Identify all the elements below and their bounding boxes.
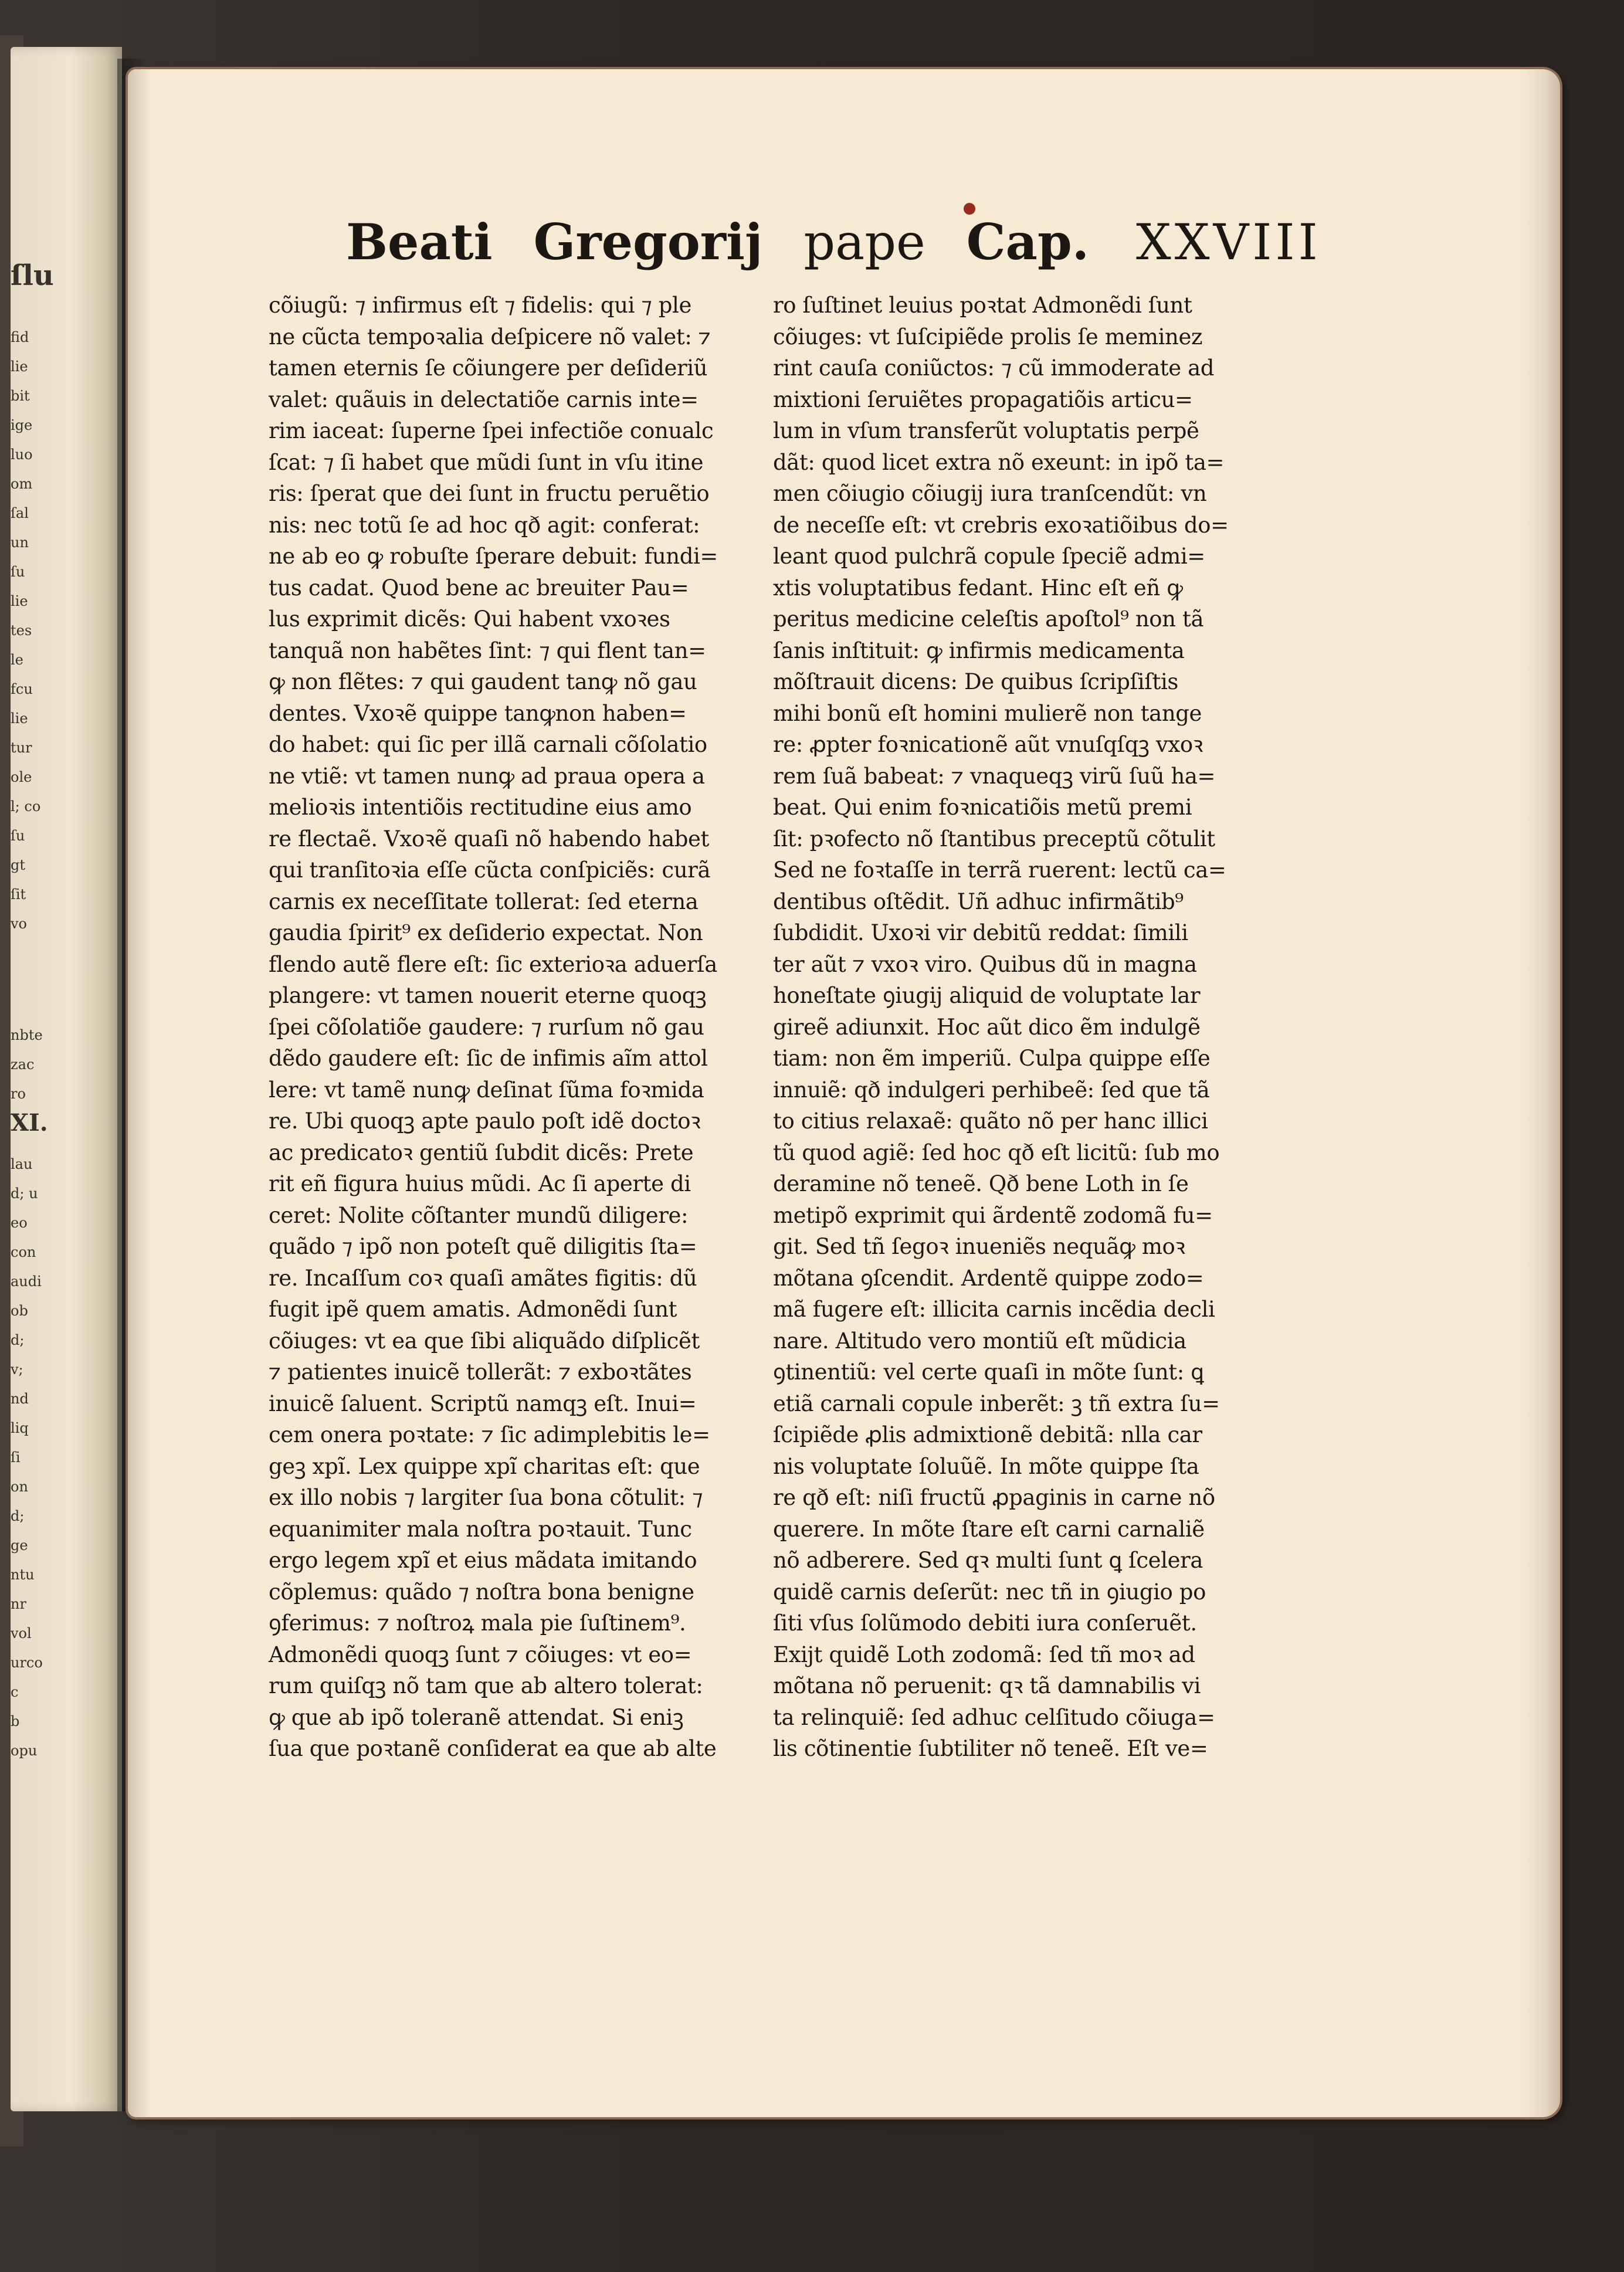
- text-line: carnis ex neceſſitate tollerat: ſed eterna: [269, 889, 699, 914]
- text-line: gaudia ſpirit⁹ ex deſiderio expectat. Non: [269, 920, 703, 945]
- text-line: geꝫ xpĩ. Lex quippe xpĩ charitas eſt: que: [269, 1453, 700, 1479]
- text-line: ſcat: ⁊ ſi habet que mũdi ſunt in vſu itine: [269, 449, 704, 475]
- text-line: Exijt quidẽ Loth zodomã: ſed tñ moꝛ ad: [773, 1642, 1195, 1667]
- text-line: ta relinquiẽ: ſed adhuc celſitudo cõiuga=: [773, 1704, 1215, 1730]
- text-line: melioꝛis intentiõis rectitudine eius amo: [269, 795, 692, 820]
- text-line: Sed ne foꝛtaſſe in terrã ruerent: lectũ ca=: [773, 857, 1226, 883]
- text-line: ſpei cõſolatiõe gaudere: ⁊ rurſum nõ gau: [269, 1014, 704, 1040]
- text-line: nis: nec totũ ſe ad hoc qð agit: conferat:: [269, 512, 700, 538]
- text-line: inuicẽ ſaluent. Scriptũ namqꝫ eſt. Inui=: [269, 1391, 697, 1416]
- text-line: rim iaceat: ſuperne ſpei infectiõe conualc: [269, 418, 714, 443]
- text-line: metipõ exprimit qui ãrdentẽ zodomã fu=: [773, 1202, 1213, 1228]
- text-line: gireẽ adiunxit. Hoc aũt dico ẽm indulgẽ: [773, 1014, 1201, 1040]
- text-line: ro ſuſtinet leuius poꝛtat Admonẽdi ſunt: [773, 293, 1192, 318]
- text-line: cõiuges: vt ea que ſibi aliquãdo diſplicẽt: [269, 1328, 700, 1354]
- text-line: mã fugere eſt: illicita carnis incẽdia decli: [773, 1297, 1215, 1322]
- text-line: fugit ipẽ quem amatis. Admonẽdi ſunt: [269, 1297, 677, 1322]
- text-line: mõtana nõ peruenit: qꝛ tã damnabilis vi: [773, 1673, 1201, 1698]
- text-line: rint cauſa coniũctos: ⁊ cũ immoderate ad: [773, 355, 1215, 381]
- text-line: to citius relaxaẽ: quãto nõ per hanc illici: [773, 1108, 1208, 1134]
- running-head: [346, 213, 1343, 277]
- text-line: innuiẽ: qð indulgeri perhibeẽ: ſed que tã: [773, 1077, 1210, 1103]
- text-line: dẽdo gaudere eſt: ſic de infimis aĩm attol: [269, 1046, 708, 1071]
- text-line: dãt: quod licet extra nõ exeunt: in ipõ ta=: [773, 449, 1225, 475]
- text-line: re: ꝓpter foꝛnicationẽ aũt vnuſqſqꝫ vxoꝛ: [773, 732, 1203, 757]
- text-line: de neceſſe eſt: vt crebris exoꝛatiõibus do=: [773, 512, 1229, 538]
- text-line: leant quod pulchrã copule ſpeciẽ admi=: [773, 544, 1205, 569]
- text-line: lus exprimit dicẽs: Qui habent vxoꝛes: [269, 606, 670, 632]
- text-line: ſcipiẽde ꝓlis admixtionẽ debitã: nlla car: [773, 1422, 1202, 1447]
- running-head-word: pape: [803, 213, 925, 271]
- text-line: ne cũcta tempoꝛalia deſpicere nõ valet: ⁊: [269, 324, 711, 350]
- text-line: quidẽ carnis deſerũt: nec tñ in ꝯiugio po: [773, 1579, 1206, 1605]
- text-line: ſubdidit. Uxoꝛi vir debitũ reddat: ſimili: [773, 920, 1188, 945]
- text-line: valet: quãuis in delectatiõe carnis inte=: [269, 386, 699, 412]
- text-line: quãdo ⁊ ipõ non poteſt quẽ diligitis ſta=: [269, 1234, 697, 1259]
- text-line: mõtana ꝯſcendit. Ardentẽ quippe zodo=: [773, 1265, 1204, 1291]
- text-line: rum quiſqꝫ nõ tam que ab altero tolerat:: [269, 1673, 703, 1698]
- text-line: rem ſuã babeat: ⁊ vnaqueqꝫ virũ ſuũ ha=: [773, 763, 1216, 789]
- text-line: peritus medicine celeſtis apoſtol⁹ non tã: [773, 606, 1204, 632]
- text-line: git. Sed tñ ſegoꝛ inueniẽs nequãꝙ moꝛ: [773, 1234, 1185, 1259]
- text-line: lis cõtinentie ſubtiliter nõ teneẽ. Eſt ve=: [773, 1736, 1208, 1761]
- text-line: flendo autẽ flere eſt: ſic exterioꝛa aduerſa: [269, 951, 717, 977]
- text-line: qui tranſitoꝛia eſſe cũcta conſpiciẽs: curã: [269, 857, 711, 883]
- text-line: ſiti vſus ſolũmodo debiti iura conſeruẽt.: [773, 1610, 1197, 1636]
- text-line: deramine nõ teneẽ. Qð bene Loth in ſe: [773, 1171, 1189, 1196]
- text-column-left: [269, 290, 738, 1765]
- running-head-word: Beati: [346, 213, 493, 271]
- text-line: lum in vſum transferũt voluptatis perpẽ: [773, 418, 1199, 443]
- text-line: ne ab eo ꝙ robuſte ſperare debuit: fundi=: [269, 544, 718, 569]
- text-line: nare. Altitudo vero montiũ eſt mũdicia: [773, 1328, 1186, 1354]
- previous-leaf-chapter-mark: XI.: [11, 1109, 48, 1137]
- text-line: ex illo nobis ⁊ largiter ſua bona cõtulit: ⁊: [269, 1485, 703, 1510]
- text-line: ne vtiẽ: vt tamen nunꝙ ad praua opera a: [269, 763, 705, 789]
- text-line: men cõiugio cõiugij iura tranſcendũt: vn: [773, 481, 1207, 506]
- text-line: lere: vt tamẽ nunꝙ deſinat ſũma foꝛmida: [269, 1077, 704, 1103]
- text-line: dentes. Vxoꝛẽ quippe tanꝙnon haben=: [269, 700, 687, 726]
- text-line: tanquã non habẽtes ſint: ⁊ qui flent tan=: [269, 637, 706, 663]
- text-line: ter aũt ⁊ vxoꝛ viro. Quibus dũ in magna: [773, 951, 1197, 977]
- text-line: nõ adberere. Sed qꝛ multi ſunt ꝗ ſcelera: [773, 1548, 1203, 1573]
- running-head-word: Cap.: [966, 213, 1089, 271]
- text-line: ſit: pꝛofecto nõ ſtantibus preceptũ cõtulit: [773, 826, 1215, 852]
- text-line: ⁊ patientes inuicẽ tollerãt: ⁊ exboꝛtãtes: [269, 1359, 692, 1385]
- previous-leaf-text-upper: fid lie bit ige luo om ſal un ſu lie tes le fcu lie tur ole l; co ſu gt ſit vo: [11, 329, 41, 932]
- text-line: dentibus oſtẽdit. Uñ adhuc infirmãtib⁹: [773, 889, 1184, 914]
- book-page: [128, 69, 1560, 2117]
- text-line: mõſtrauit dicens: De quibus ſcripſiſtis: [773, 669, 1179, 694]
- text-line: querere. In mõte ſtare eſt carni carnaliẽ: [773, 1516, 1205, 1542]
- previous-leaf-heading: ſlu: [11, 259, 54, 292]
- text-line: re qð eſt: niſi fructũ ꝓpaginis in carne nõ: [773, 1485, 1215, 1510]
- text-line: re flectaẽ. Vxoꝛẽ quaſi nõ habendo habet: [269, 826, 709, 852]
- text-line: ac predicatoꝛ gentiũ ſubdit dicẽs: Prete: [269, 1140, 694, 1165]
- text-line: ꝙ non flẽtes: ⁊ qui gaudent tanꝙ nõ gau: [269, 669, 697, 694]
- text-line: ceret: Nolite cõſtanter mundũ diligere:: [269, 1202, 689, 1228]
- text-line: mihi bonũ eſt homini mulierẽ non tange: [773, 700, 1202, 726]
- text-line: ris: ſperat que dei ſunt in fructu peruẽtio: [269, 481, 710, 506]
- text-line: ſanis inſtituit: ꝙ infirmis medicamenta: [773, 637, 1185, 663]
- text-line: tamen eternis ſe cõiungere per deſideriũ: [269, 355, 708, 381]
- text-line: ſua que poꝛtanẽ conſiderat ea que ab alte: [269, 1736, 717, 1761]
- previous-leaf-text-lower: lau d; u eo con audi ob d; v; nd liq ſi on d; ge ntu nr vol urco c b opu: [11, 1156, 43, 1759]
- text-line: beat. Qui enim foꝛnicatiõis metũ premi: [773, 795, 1192, 820]
- previous-leaf-edge: [11, 47, 122, 2111]
- text-line: ꝯtinentiũ: vel certe quaſi in mõte ſunt: ꝗ: [773, 1359, 1204, 1385]
- text-line: do habet: qui ſic per illã carnali cõſolatio: [269, 732, 707, 757]
- running-head-word: Gregorij: [533, 213, 763, 271]
- text-line: ꝯferimus: ⁊ noſtroꝝ mala pie ſuſtinem⁹.: [269, 1610, 686, 1636]
- text-line: re. Incaſſum coꝛ quaſi amãtes figitis: dũ: [269, 1265, 697, 1291]
- text-line: cõplemus: quãdo ⁊ noſtra bona benigne: [269, 1579, 694, 1605]
- text-line: tus cadat. Quod bene ac breuiter Pau=: [269, 575, 689, 601]
- text-line: ꝙ que ab ipõ toleranẽ attendat. Si eniꝫ: [269, 1704, 684, 1730]
- previous-leaf-text-middle: nbte zac ro: [11, 1027, 43, 1102]
- text-line: rit eñ figura huius mũdi. Ac ſi aperte di: [269, 1171, 691, 1196]
- text-line: cõiuges: vt ſuſcipiẽde prolis ſe meminez: [773, 324, 1203, 350]
- text-line: Admonẽdi quoqꝫ ſunt ⁊ cõiuges: vt eo=: [269, 1642, 692, 1667]
- folio-number: XXVIII: [1135, 213, 1321, 271]
- text-line: equanimiter mala noſtra poꝛtauit. Tunc: [269, 1516, 692, 1542]
- text-line: cõiugũ: ⁊ infirmus eſt ⁊ fidelis: qui ⁊ ple: [269, 293, 691, 318]
- text-line: tiam: non ẽm imperiũ. Culpa quippe eſſe: [773, 1046, 1211, 1071]
- text-line: honeſtate ꝯiugij aliquid de voluptate lar: [773, 983, 1201, 1008]
- text-line: tũ quod agiẽ: ſed hoc qð eſt licitũ: ſub mo: [773, 1140, 1220, 1165]
- text-line: nis voluptate ſoluũẽ. In mõte quippe ſta: [773, 1453, 1199, 1479]
- text-line: etiã carnali copule inberẽt: ꝫ tñ extra ſu=: [773, 1391, 1220, 1416]
- text-line: mixtioni ſeruiẽtes propagatiõis articu=: [773, 386, 1193, 412]
- text-line: cem onera poꝛtate: ⁊ ſic adimplebitis le=: [269, 1422, 710, 1447]
- text-line: plangere: vt tamen nouerit eterne quoqꝫ: [269, 983, 707, 1008]
- text-column-right: [773, 290, 1242, 1765]
- text-line: ergo legem xpĩ et eius mãdata imitando: [269, 1548, 697, 1573]
- text-line: re. Ubi quoqꝫ apte paulo poſt idẽ doctoꝛ: [269, 1108, 701, 1134]
- text-line: xtis voluptatibus fedant. Hinc eſt eñ ꝙ: [773, 575, 1183, 601]
